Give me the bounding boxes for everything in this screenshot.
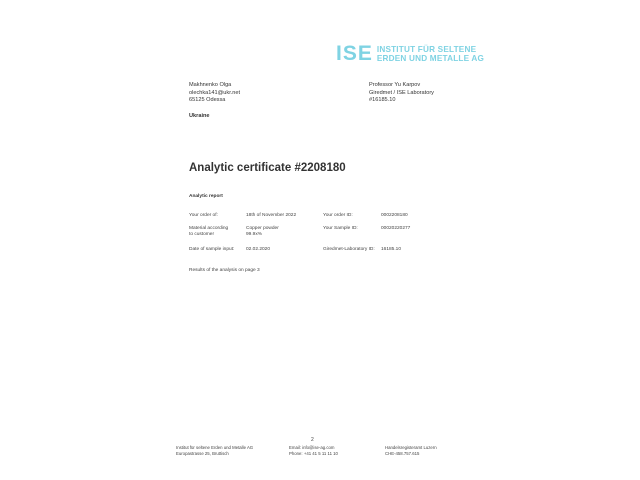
recipient-address [369, 82, 434, 105]
sample-id-label: Your Sample ID: [323, 226, 358, 231]
ise-logo [336, 43, 484, 65]
page-number: 2 [311, 437, 314, 443]
footer-phone: Phone: +41 41 5 11 11 10 [289, 450, 338, 456]
order-of-value: 18th of November 2022 [246, 213, 297, 218]
sample-id-value: 00020220277 [381, 226, 411, 231]
certificate-title: Analytic certificate #2208180 [189, 162, 346, 174]
logo-text [377, 45, 484, 63]
footer-company-address: Europastrasse 25, Bruttisch [176, 450, 229, 456]
logo-line-1: INSTITUT FÜR SELTENE [376, 45, 477, 54]
footer-contact [289, 445, 338, 456]
material-value-2: 99.9x% [246, 232, 262, 237]
results-note: Results of the analysis on page 3 [189, 268, 260, 273]
material-value-1: Copper powder [246, 226, 279, 231]
sender-name: Makhnenko Olga [189, 82, 232, 88]
recipient-name: Professor Yu Karpov [369, 82, 421, 88]
logo-line-2: ERDEN UND METALLE AG [376, 54, 485, 63]
sender-address [189, 82, 240, 105]
logo-mark: ISE [336, 42, 373, 65]
material-label-1: Material according [189, 226, 229, 231]
recipient-org: Giredmet / ISE Laboratory [369, 89, 434, 96]
recipient-id: #16185.10 [369, 97, 396, 103]
sender-country: Ukraine [189, 113, 210, 119]
lab-id-label: Giredmet-Laboratory ID: [323, 247, 375, 252]
order-of-label: Your order of: [189, 213, 218, 218]
material-label-2: to customer [189, 232, 215, 237]
order-id-value: 0002208180 [381, 213, 408, 218]
footer-registry-number: CHE-458.757.615 [385, 450, 420, 456]
sender-city: 65125 Odessa [189, 97, 226, 103]
report-heading: Analytic report [189, 194, 223, 199]
sender-email: olechka141@ukr.net [189, 89, 241, 96]
footer-registry [385, 445, 437, 456]
order-id-label: Your order ID: [323, 213, 353, 218]
footer-company [176, 445, 253, 456]
footer-company-name: Institut für seltene Erden und Metalle AG [176, 445, 254, 450]
lab-id-value: 16185.10 [381, 247, 402, 252]
date-input-label: Date of sample input: [189, 247, 235, 252]
date-input-value: 02.02.2020 [246, 247, 271, 252]
footer-email: Email: info@ise-ag.com [289, 445, 335, 450]
footer-registry-office: Handelsregisteramt Luzern [385, 445, 437, 450]
